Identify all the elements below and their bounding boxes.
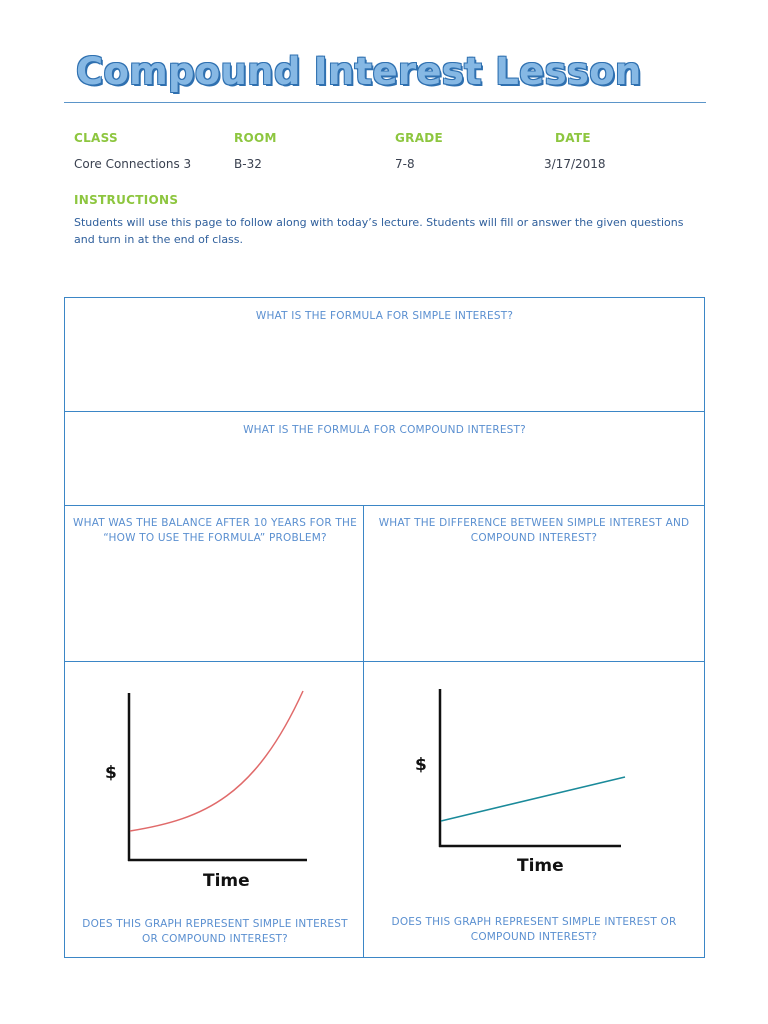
- question-balance-after-10-years: WHAT WAS THE BALANCE AFTER 10 YEARS FOR THE “HOW TO USE THE FORMULA” PROBLEM?: [73, 517, 357, 544]
- graph-y-label: $: [415, 755, 427, 775]
- room-value: B-32: [234, 157, 262, 171]
- instructions-label: INSTRUCTIONS: [74, 193, 179, 207]
- date-value: 3/17/2018: [544, 157, 606, 171]
- title-divider: [64, 102, 706, 103]
- graph-x-label: Time: [203, 871, 250, 891]
- question-grid: [64, 297, 705, 958]
- class-value: Core Connections 3: [74, 157, 192, 171]
- row-divider: [65, 661, 704, 662]
- exponential-graph: [95, 681, 335, 896]
- room-label: ROOM: [234, 131, 277, 145]
- page-title: Compound Interest Lesson: [76, 50, 642, 93]
- date-label: DATE: [555, 131, 591, 145]
- row-divider: [65, 505, 704, 506]
- graph-y-label: $: [105, 763, 117, 783]
- instructions-text: Students will use this page to follow along with today’s lecture. Students will fill or answer the given questions and turn in at the end of class.: [74, 216, 684, 246]
- question-compound-interest-formula: WHAT IS THE FORMULA FOR COMPOUND INTEREST?: [243, 424, 526, 436]
- question-graph-right: DOES THIS GRAPH REPRESENT SIMPLE INTEREST OR COMPOUND INTEREST?: [391, 916, 677, 943]
- exponential-curve: [130, 691, 303, 831]
- linear-line: [441, 777, 625, 821]
- question-simple-interest-formula: WHAT IS THE FORMULA FOR SIMPLE INTEREST?: [255, 310, 514, 322]
- class-label: CLASS: [74, 131, 118, 145]
- row-divider: [65, 411, 704, 412]
- linear-graph: [400, 681, 640, 881]
- grade-label: GRADE: [395, 131, 444, 145]
- graph-x-label: Time: [517, 856, 564, 876]
- column-divider: [363, 505, 364, 958]
- grade-value: 7-8: [395, 157, 415, 171]
- question-graph-left: DOES THIS GRAPH REPRESENT SIMPLE INTEREST OR COMPOUND INTEREST?: [82, 918, 348, 945]
- question-difference: WHAT THE DIFFERENCE BETWEEN SIMPLE INTEREST AND COMPOUND INTEREST?: [378, 517, 690, 544]
